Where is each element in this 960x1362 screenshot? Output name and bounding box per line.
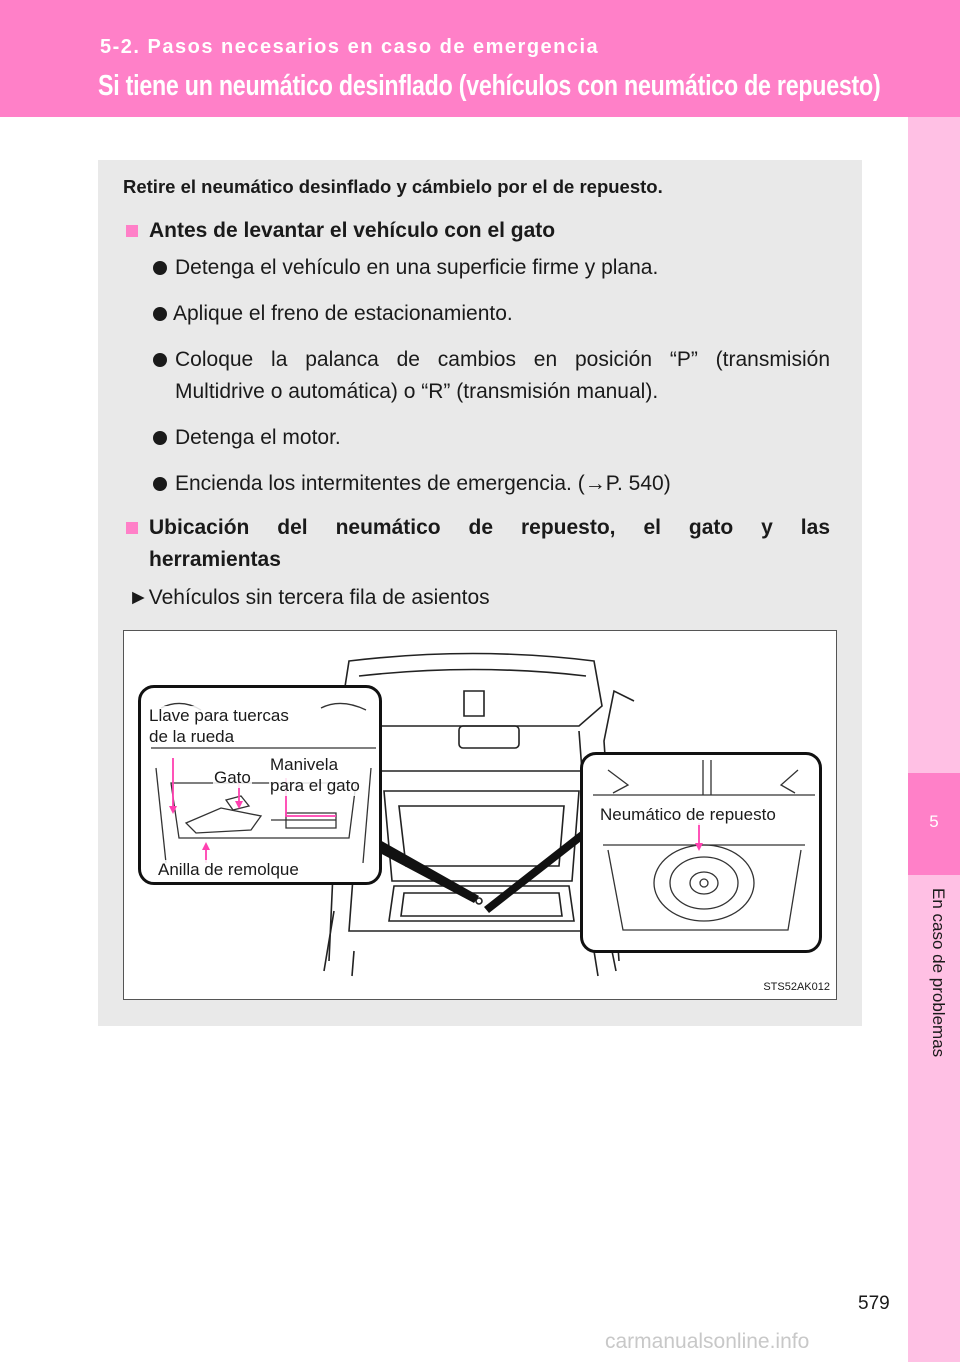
tow-ring-label: Anilla de remolque (158, 860, 299, 879)
jack-handle-label: Manivela (270, 755, 339, 774)
bullet-dot-icon (153, 307, 167, 321)
bullet-text: Coloque la palanca de cambios en posición “P” (transmisión (175, 348, 830, 371)
section-heading: Ubicación del neumático de repuesto, el gato y las (149, 516, 830, 539)
tools-callout (138, 685, 382, 885)
page-number: 579 (858, 1293, 890, 1314)
section-heading: Antes de levantar el vehículo con el gato (149, 219, 556, 242)
chapter-title: En caso de problemas (929, 888, 948, 1058)
jack-handle-label: para el gato (270, 776, 360, 795)
section-label: 5-2. Pasos necesarios en caso de emergencia (100, 36, 600, 58)
vehicle-variant-text: ►Vehículos sin tercera fila de asientos (128, 586, 490, 609)
jack-label: Gato (214, 768, 251, 787)
wrench-label: Llave para tuercas (149, 706, 289, 725)
wrench-label: de la rueda (149, 727, 235, 746)
bullet-text: Detenga el vehículo en una superficie firme y plana. (175, 256, 659, 279)
figure-code: STS52AK012 (763, 981, 830, 993)
bullet-text: Multidrive o automática) o “R” (transmisión manual). (175, 380, 659, 403)
bullet-dot-icon (153, 431, 167, 445)
page-title: Si tiene un neumático desinflado (vehículos con neumático de repuesto) (98, 70, 881, 102)
bullet-dot-icon (153, 353, 167, 367)
bullet-text: Aplique el freno de estacionamiento. (173, 302, 513, 325)
bullet-text: Encienda los intermitentes de emergencia. (→P. 540) (175, 472, 671, 495)
bullet-dot-icon (153, 261, 167, 275)
spare-tire-drawing (583, 755, 822, 953)
square-bullet-icon (126, 225, 138, 237)
spare-tire-label: Neumático de repuesto (600, 805, 776, 824)
square-bullet-icon (126, 522, 138, 534)
spare-tire-callout (580, 752, 822, 953)
bullet-dot-icon (153, 477, 167, 491)
side-tab (908, 117, 960, 1362)
chapter-number: 5 (929, 812, 939, 831)
section-heading-continued: herramientas (149, 548, 281, 571)
trunk-illustration (123, 630, 837, 1000)
intro-text: Retire el neumático desinflado y cámbielo por el de repuesto. (123, 176, 663, 197)
watermark: carmanualsonline.info (605, 1330, 810, 1353)
bullet-text: Detenga el motor. (175, 426, 341, 449)
